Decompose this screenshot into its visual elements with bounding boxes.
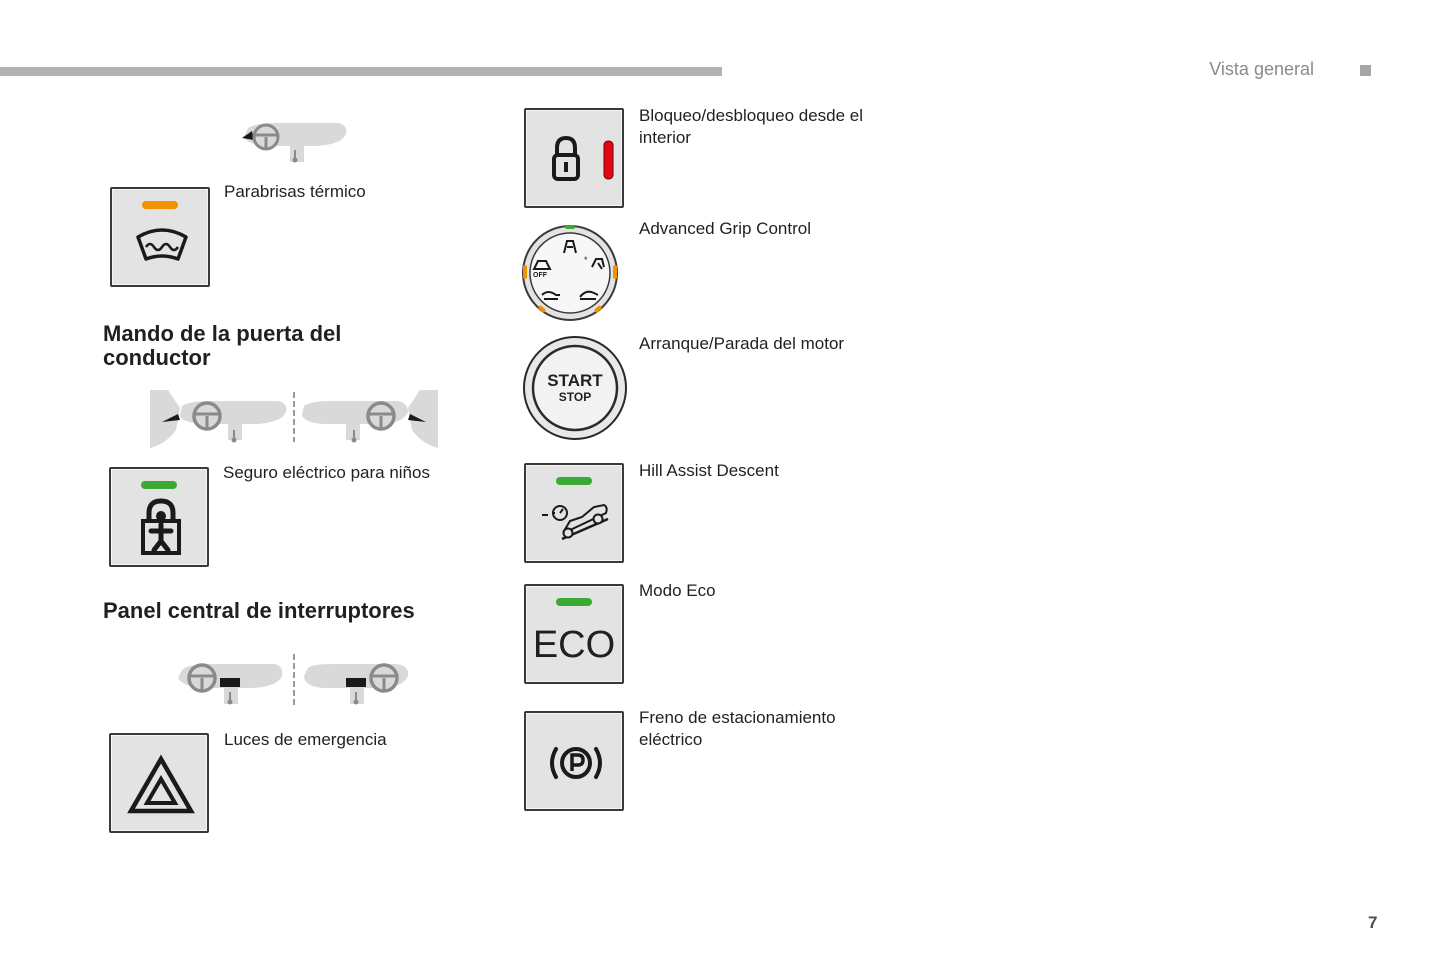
hill-assist-descent-button[interactable] [524, 463, 624, 563]
eco-mode-button[interactable] [524, 584, 624, 684]
electric-parking-brake-button[interactable] [524, 711, 624, 811]
start-stop-button[interactable] [522, 335, 628, 441]
parking-brake-icon [526, 713, 626, 813]
center-panel-location-diagram [174, 652, 414, 712]
center-panel-heading: Panel central de interruptores [103, 598, 415, 623]
status-led [556, 598, 592, 606]
heated-windshield-icon [112, 189, 212, 289]
svg-text:OFF: OFF [533, 272, 547, 279]
central-lock-button[interactable] [524, 108, 624, 208]
hazard-lights-button[interactable] [109, 733, 209, 833]
stop-text: STOP [558, 390, 592, 404]
lock-status-indicator [604, 141, 613, 179]
child-lock-button[interactable] [109, 467, 209, 567]
hazard-triangle-icon [111, 735, 211, 835]
padlock-icon [526, 110, 626, 210]
dashboard-location-diagram-windshield [238, 118, 350, 170]
hill-descent-icon [526, 465, 626, 565]
page-number: 7 [1368, 913, 1378, 932]
hill-assist-descent-label: Hill Assist Descent [639, 461, 779, 480]
heated-windshield-label: Parabrisas térmico [224, 182, 366, 201]
hazard-lights-label: Luces de emergencia [224, 730, 387, 749]
svg-text:*: * [584, 255, 588, 265]
start-stop-label: Arranque/Parada del motor [639, 334, 845, 353]
grip-control-dial[interactable] [520, 223, 620, 323]
start-text: START [547, 371, 603, 390]
door-location-diagram [146, 386, 442, 452]
eco-mode-label: Modo Eco [639, 581, 716, 600]
child-lock-icon [111, 469, 211, 569]
central-lock-label: Bloqueo/desbloqueo desde el interior [639, 106, 864, 147]
driver-door-heading: Mando de la puerta del conductor [103, 321, 342, 370]
electric-parking-brake-label: Freno de estacionamiento eléctrico [639, 708, 836, 749]
section-title: Vista general [1209, 59, 1314, 79]
eco-text: ECO [532, 624, 616, 666]
heated-windshield-button[interactable] [110, 187, 210, 287]
section-marker [1360, 65, 1371, 76]
grip-control-label: Advanced Grip Control [639, 219, 811, 238]
child-lock-label: Seguro eléctrico para niños [223, 463, 430, 482]
header-rule [0, 67, 722, 76]
